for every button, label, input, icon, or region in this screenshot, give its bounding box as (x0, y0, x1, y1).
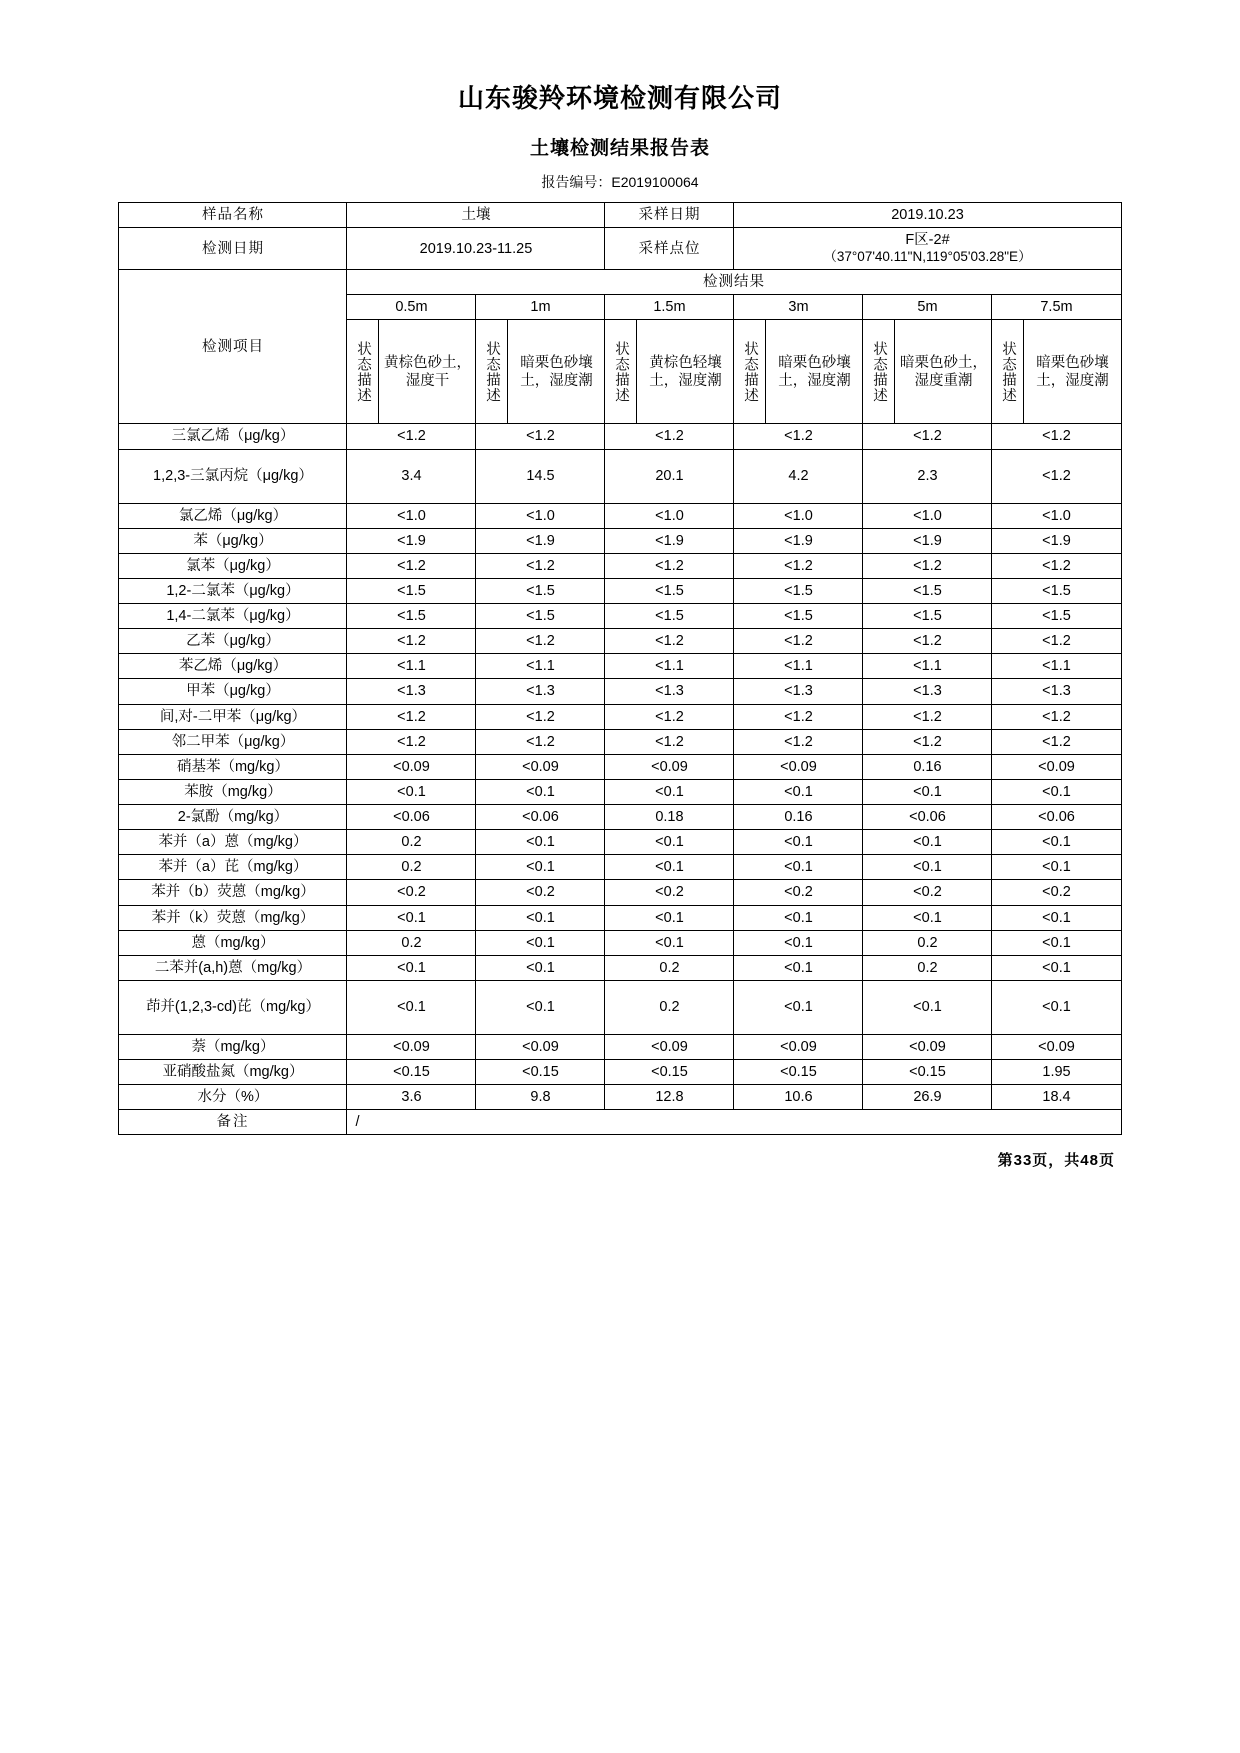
depth-header-0: 0.5m (347, 295, 476, 320)
item-value: 0.2 (863, 955, 992, 980)
item-value: <1.3 (863, 679, 992, 704)
table-row (119, 880, 1121, 905)
item-value: <0.1 (734, 955, 863, 980)
item-value: <1.0 (863, 503, 992, 528)
item-label: 乙苯（μg/kg） (119, 629, 347, 654)
item-value: <0.2 (734, 880, 863, 905)
item-value: <1.0 (347, 503, 476, 528)
item-value: 0.16 (863, 754, 992, 779)
item-value: 0.2 (605, 980, 734, 1034)
soil-test-result-table (118, 202, 1121, 1135)
item-value: <1.5 (605, 578, 734, 603)
item-value: <1.2 (734, 553, 863, 578)
table-row (119, 905, 1121, 930)
item-value: <0.1 (476, 930, 605, 955)
item-value: <1.2 (605, 729, 734, 754)
item-value: <0.09 (605, 1034, 734, 1059)
item-label: 1,2,3-三氯丙烷（μg/kg） (119, 449, 347, 503)
item-value: <0.1 (605, 905, 734, 930)
item-value: 0.2 (863, 930, 992, 955)
item-label: 邻二甲苯（μg/kg） (119, 729, 347, 754)
item-label: 苯并（b）荧蒽（mg/kg） (119, 880, 347, 905)
depth-header-3: 3m (734, 295, 863, 320)
item-value: 0.2 (347, 830, 476, 855)
item-value: 20.1 (605, 449, 734, 503)
item-value: <1.2 (605, 704, 734, 729)
item-value: <0.09 (734, 1034, 863, 1059)
item-value: <0.09 (476, 1034, 605, 1059)
item-value: <1.1 (476, 654, 605, 679)
item-value: <1.3 (605, 679, 734, 704)
item-value: <1.5 (734, 578, 863, 603)
item-label: 甲苯（μg/kg） (119, 679, 347, 704)
table-row (119, 779, 1121, 804)
item-value: <0.1 (734, 779, 863, 804)
sampling-point-label: 采样点位 (605, 228, 734, 270)
item-value: <1.2 (605, 424, 734, 449)
item-value: 3.4 (347, 449, 476, 503)
sampling-point-name: F区-2# (905, 232, 950, 249)
item-value: <0.09 (734, 754, 863, 779)
item-value: <1.2 (347, 704, 476, 729)
item-value: <0.1 (992, 980, 1121, 1034)
description-4: 暗栗色砂土，湿度重潮 (895, 320, 992, 424)
state-label-1: 状态描述 (476, 320, 508, 424)
sample-name-value: 土壤 (347, 203, 605, 228)
result-header: 检测结果 (347, 270, 1121, 295)
test-date-label: 检测日期 (119, 228, 347, 270)
item-value: <0.1 (476, 855, 605, 880)
item-value: <0.06 (863, 805, 992, 830)
item-label: 氯乙烯（μg/kg） (119, 503, 347, 528)
table-row-test-info (119, 228, 1121, 270)
table-row (119, 980, 1121, 1034)
item-value: <1.2 (992, 449, 1121, 503)
item-label: 2-氯酚（mg/kg） (119, 805, 347, 830)
item-value: <1.3 (476, 679, 605, 704)
item-label: 亚硝酸盐氮（mg/kg） (119, 1060, 347, 1085)
item-value: <1.2 (863, 729, 992, 754)
item-value: <0.1 (347, 955, 476, 980)
item-value: <0.1 (863, 980, 992, 1034)
item-value: <0.1 (476, 830, 605, 855)
item-label: 氯苯（μg/kg） (119, 553, 347, 578)
item-value: <1.1 (734, 654, 863, 679)
item-label: 1,2-二氯苯（μg/kg） (119, 578, 347, 603)
item-label: 水分（%） (119, 1085, 347, 1110)
item-value: 2.3 (863, 449, 992, 503)
item-label: 苯并（k）荧蒽（mg/kg） (119, 905, 347, 930)
remark-label: 备注 (119, 1110, 347, 1135)
item-value: <0.2 (863, 880, 992, 905)
state-label-2: 状态描述 (605, 320, 637, 424)
table-row (119, 830, 1121, 855)
item-value: <0.09 (605, 754, 734, 779)
item-value: 3.6 (347, 1085, 476, 1110)
table-row (119, 704, 1121, 729)
description-2: 黄棕色轻壤土，湿度潮 (637, 320, 734, 424)
item-label: 蒽（mg/kg） (119, 930, 347, 955)
table-row (119, 503, 1121, 528)
item-value: <1.5 (347, 578, 476, 603)
item-value: <0.1 (992, 855, 1121, 880)
item-value: <1.2 (476, 629, 605, 654)
item-value: 0.2 (605, 955, 734, 980)
item-value: <1.2 (863, 704, 992, 729)
page-footer: 第33页，共48页 (997, 1152, 1115, 1170)
item-value: <1.3 (347, 679, 476, 704)
item-value: <1.2 (347, 553, 476, 578)
item-value: <1.5 (347, 604, 476, 629)
document-title: 土壤检测结果报告表 (529, 138, 710, 159)
depth-header-5: 7.5m (992, 295, 1121, 320)
item-value: <1.2 (863, 553, 992, 578)
table-row (119, 449, 1121, 503)
table-row (119, 604, 1121, 629)
item-value: <0.1 (476, 905, 605, 930)
item-value: <0.06 (992, 805, 1121, 830)
item-value: <0.2 (992, 880, 1121, 905)
item-value: <0.1 (605, 930, 734, 955)
item-value: <0.15 (863, 1060, 992, 1085)
item-label: 苯（μg/kg） (119, 528, 347, 553)
state-label-5: 状态描述 (992, 320, 1024, 424)
item-value: <0.15 (605, 1060, 734, 1085)
item-value: <0.1 (347, 905, 476, 930)
item-value: <1.2 (347, 629, 476, 654)
item-value: <1.3 (734, 679, 863, 704)
table-row (119, 805, 1121, 830)
description-1: 暗栗色砂壤土，湿度潮 (508, 320, 605, 424)
item-value: <1.1 (605, 654, 734, 679)
item-value: <0.1 (992, 779, 1121, 804)
item-value: <0.1 (476, 955, 605, 980)
item-value: 0.2 (347, 855, 476, 880)
item-value: 12.8 (605, 1085, 734, 1110)
remark-value: / (347, 1110, 1121, 1135)
item-label: 苯并（a）芘（mg/kg） (119, 855, 347, 880)
item-value: <0.15 (734, 1060, 863, 1085)
item-value: <0.1 (863, 905, 992, 930)
item-header: 检测项目 (119, 270, 347, 424)
item-value: <0.09 (476, 754, 605, 779)
item-value: <1.5 (734, 604, 863, 629)
sampling-point-coords: （37°07'40.11"N,119°05'03.28"E） (823, 249, 1032, 265)
item-value: 18.4 (992, 1085, 1121, 1110)
item-value: <1.2 (476, 704, 605, 729)
item-value: <1.2 (992, 629, 1121, 654)
item-value: <1.9 (476, 528, 605, 553)
item-value: <0.1 (347, 980, 476, 1034)
item-value: 1.95 (992, 1060, 1121, 1085)
item-value: <1.9 (992, 528, 1121, 553)
item-value: <1.2 (605, 553, 734, 578)
item-label: 茚并(1,2,3-cd)芘（mg/kg） (119, 980, 347, 1034)
item-label: 苯乙烯（μg/kg） (119, 654, 347, 679)
item-value: <0.09 (347, 754, 476, 779)
item-value: 4.2 (734, 449, 863, 503)
item-label: 1,4-二氯苯（μg/kg） (119, 604, 347, 629)
sampling-date-value: 2019.10.23 (734, 203, 1121, 228)
item-value: <1.9 (605, 528, 734, 553)
item-value: <0.1 (605, 779, 734, 804)
table-row (119, 629, 1121, 654)
company-title: 山东骏羚环境检测有限公司 (457, 83, 782, 113)
table-row (119, 1085, 1121, 1110)
item-value: 14.5 (476, 449, 605, 503)
table-row (119, 424, 1121, 449)
table-row (119, 1034, 1121, 1059)
item-value: <0.15 (476, 1060, 605, 1085)
table-row-result-header (119, 270, 1121, 295)
depth-header-2: 1.5m (605, 295, 734, 320)
item-value: <1.1 (347, 654, 476, 679)
item-label: 间,对-二甲苯（μg/kg） (119, 704, 347, 729)
item-value: <1.9 (863, 528, 992, 553)
item-value: <1.5 (476, 578, 605, 603)
item-value: <1.5 (992, 604, 1121, 629)
item-value: <1.0 (992, 503, 1121, 528)
item-value: <1.2 (476, 424, 605, 449)
item-value: <0.09 (347, 1034, 476, 1059)
item-value: 0.18 (605, 805, 734, 830)
item-value: <1.2 (992, 729, 1121, 754)
item-label: 二苯并(a,h)蒽（mg/kg） (119, 955, 347, 980)
state-label-4: 状态描述 (863, 320, 895, 424)
item-value: <1.2 (992, 553, 1121, 578)
item-value: 0.2 (347, 930, 476, 955)
item-value: <1.2 (734, 704, 863, 729)
item-value: <0.1 (863, 855, 992, 880)
item-value: <0.1 (605, 830, 734, 855)
item-value: 0.16 (734, 805, 863, 830)
item-value: <0.1 (476, 779, 605, 804)
item-value: <0.06 (347, 805, 476, 830)
table-row (119, 654, 1121, 679)
item-value: <1.2 (476, 729, 605, 754)
item-value: <0.1 (605, 855, 734, 880)
description-3: 暗栗色砂壤土，湿度潮 (766, 320, 863, 424)
item-value: <1.2 (863, 629, 992, 654)
sample-name-label: 样品名称 (119, 203, 347, 228)
sampling-date-label: 采样日期 (605, 203, 734, 228)
item-value: <1.1 (863, 654, 992, 679)
item-value: <1.1 (992, 654, 1121, 679)
description-0: 黄棕色砂土，湿度干 (379, 320, 476, 424)
table-row (119, 578, 1121, 603)
item-label: 三氯乙烯（μg/kg） (119, 424, 347, 449)
state-label-0: 状态描述 (347, 320, 379, 424)
item-value: <1.5 (992, 578, 1121, 603)
item-label: 苯并（a）蒽（mg/kg） (119, 830, 347, 855)
item-value: <1.2 (992, 704, 1121, 729)
test-date-value: 2019.10.23-11.25 (347, 228, 605, 270)
item-value: <1.9 (347, 528, 476, 553)
item-value: <0.09 (992, 754, 1121, 779)
item-value: <0.1 (992, 830, 1121, 855)
report-number: 报告编号：E2019100064 (541, 174, 699, 190)
item-value: <0.1 (476, 980, 605, 1034)
table-row (119, 528, 1121, 553)
item-value: <0.2 (476, 880, 605, 905)
table-row (119, 855, 1121, 880)
item-value: <1.2 (605, 629, 734, 654)
item-value: <1.0 (734, 503, 863, 528)
item-value: <1.5 (476, 604, 605, 629)
item-label: 苯胺（mg/kg） (119, 779, 347, 804)
sampling-point-value (734, 228, 1121, 270)
table-row-sample-info (119, 203, 1121, 228)
table-row (119, 955, 1121, 980)
table-row (119, 679, 1121, 704)
depth-header-4: 5m (863, 295, 992, 320)
item-value: <0.1 (863, 779, 992, 804)
item-value: <1.2 (734, 629, 863, 654)
item-value: <0.15 (347, 1060, 476, 1085)
item-value: <1.2 (734, 729, 863, 754)
item-value: <0.1 (734, 980, 863, 1034)
item-value: <0.1 (347, 779, 476, 804)
item-value: <0.2 (605, 880, 734, 905)
item-value: <1.2 (347, 729, 476, 754)
item-value: <1.2 (476, 553, 605, 578)
item-label: 萘（mg/kg） (119, 1034, 347, 1059)
item-value: <1.0 (605, 503, 734, 528)
item-value: <0.1 (992, 955, 1121, 980)
item-value: 26.9 (863, 1085, 992, 1110)
item-value: <0.1 (992, 930, 1121, 955)
table-row (119, 930, 1121, 955)
item-value: <1.2 (347, 424, 476, 449)
item-value: <0.1 (992, 905, 1121, 930)
item-value: <1.5 (863, 578, 992, 603)
item-value: <1.2 (734, 424, 863, 449)
item-value: <1.2 (863, 424, 992, 449)
item-value: <1.9 (734, 528, 863, 553)
item-value: <0.1 (734, 830, 863, 855)
table-row (119, 553, 1121, 578)
item-value: <1.0 (476, 503, 605, 528)
table-row (119, 754, 1121, 779)
description-5: 暗栗色砂壤土，湿度潮 (1024, 320, 1121, 424)
item-value: 10.6 (734, 1085, 863, 1110)
item-value: <0.06 (476, 805, 605, 830)
item-value: <1.5 (605, 604, 734, 629)
item-value: <1.3 (992, 679, 1121, 704)
item-value: <1.2 (992, 424, 1121, 449)
item-value: <0.09 (992, 1034, 1121, 1059)
item-value: <0.1 (863, 830, 992, 855)
item-label: 硝基苯（mg/kg） (119, 754, 347, 779)
item-value: <0.2 (347, 880, 476, 905)
table-row (119, 729, 1121, 754)
item-value: <1.5 (863, 604, 992, 629)
state-label-3: 状态描述 (734, 320, 766, 424)
table-row-remark (119, 1110, 1121, 1135)
item-value: <0.1 (734, 930, 863, 955)
item-value: <0.1 (734, 905, 863, 930)
table-row (119, 1060, 1121, 1085)
depth-header-1: 1m (476, 295, 605, 320)
item-value: <0.1 (734, 855, 863, 880)
item-value: 9.8 (476, 1085, 605, 1110)
item-value: <0.09 (863, 1034, 992, 1059)
